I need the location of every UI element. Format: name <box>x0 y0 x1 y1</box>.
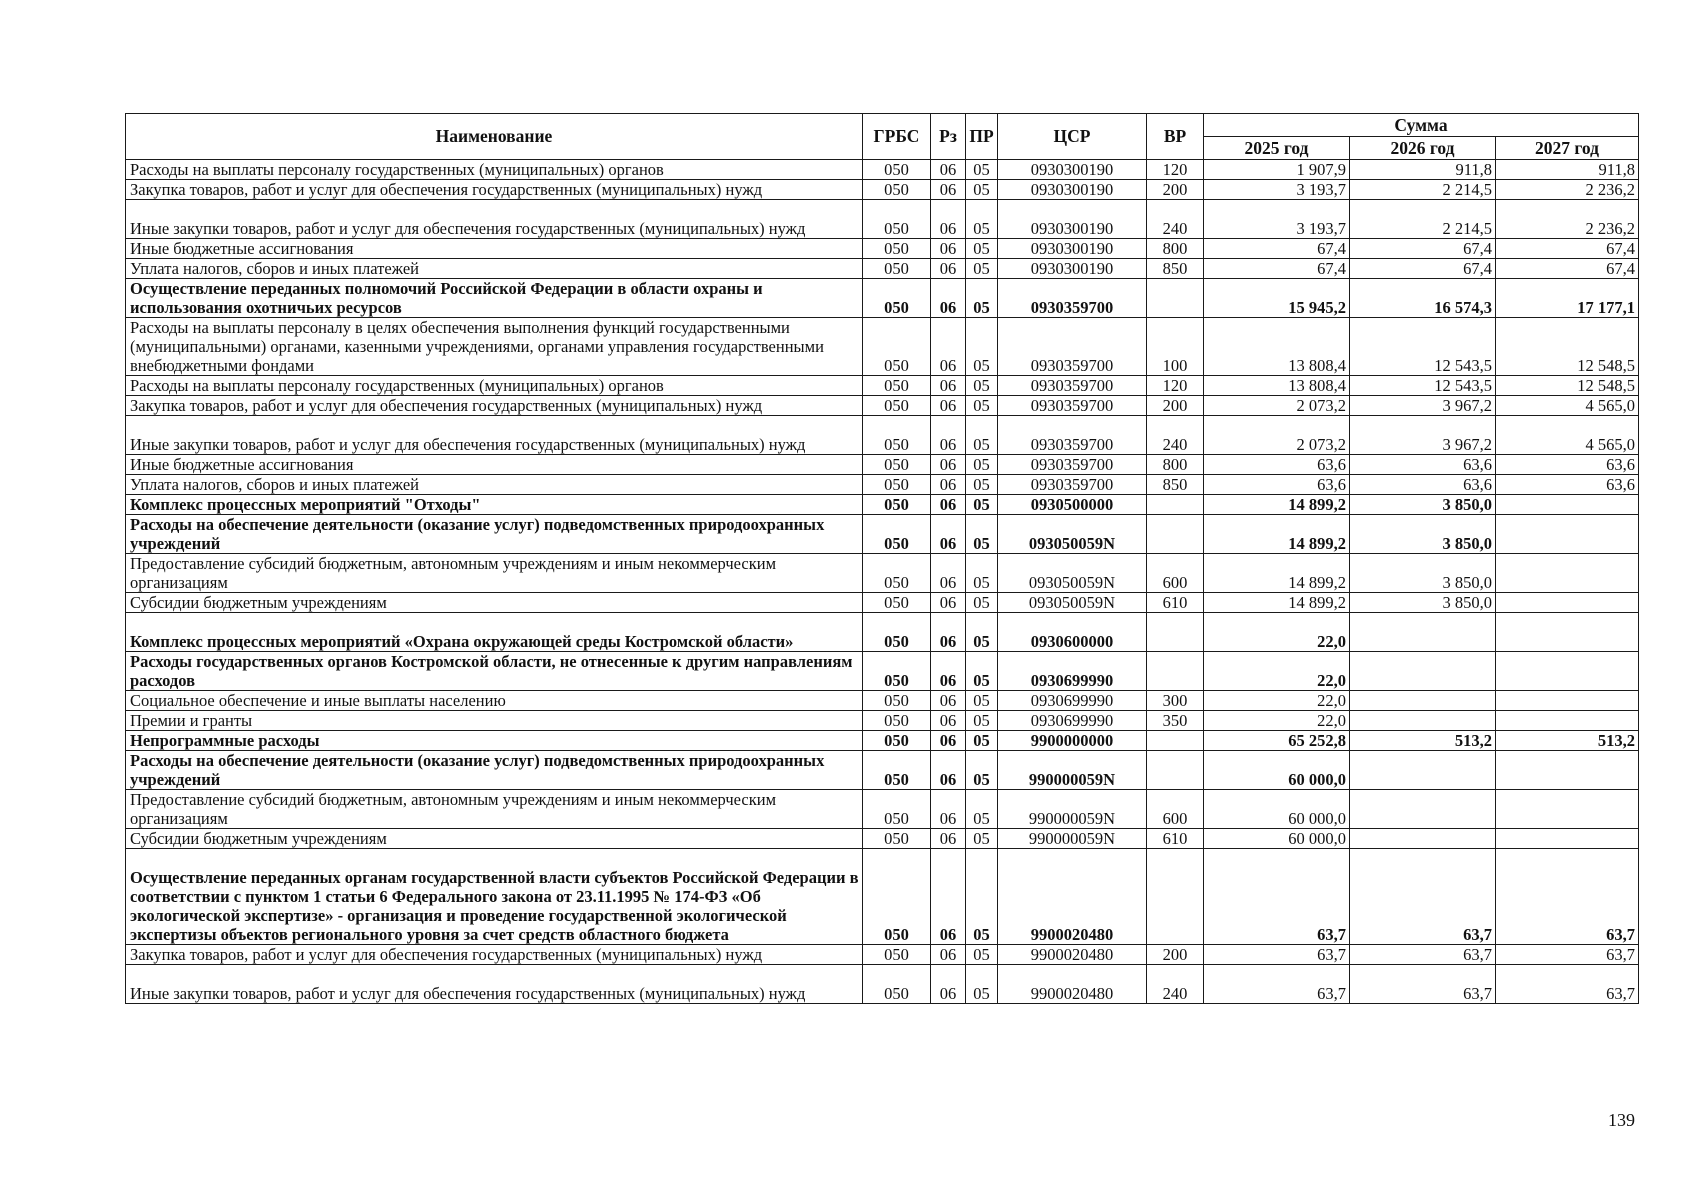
cell-name: Расходы на обеспечение деятельности (оказание услуг) подведомственных природоохранных учреждений <box>126 515 863 554</box>
cell-rz: 06 <box>931 475 966 495</box>
cell-pr: 05 <box>966 376 998 396</box>
cell-sum-2027: 63,6 <box>1496 455 1639 475</box>
cell-grbs: 050 <box>863 396 931 416</box>
cell-grbs: 050 <box>863 475 931 495</box>
cell-name: Уплата налогов, сборов и иных платежей <box>126 475 863 495</box>
cell-vr <box>1147 495 1204 515</box>
cell-grbs: 050 <box>863 554 931 593</box>
cell-name: Субсидии бюджетным учреждениям <box>126 829 863 849</box>
cell-csr: 0930300190 <box>998 239 1147 259</box>
cell-sum-2026: 3 967,2 <box>1350 396 1496 416</box>
cell-csr: 0930699990 <box>998 691 1147 711</box>
cell-sum-2027 <box>1496 691 1639 711</box>
cell-sum-2025: 67,4 <box>1204 239 1350 259</box>
cell-csr: 990000059N <box>998 751 1147 790</box>
cell-grbs: 050 <box>863 318 931 376</box>
cell-sum-2025: 1 907,9 <box>1204 160 1350 180</box>
cell-sum-2025: 63,7 <box>1204 945 1350 965</box>
cell-name: Премии и гранты <box>126 711 863 731</box>
cell-sum-2027: 12 548,5 <box>1496 376 1639 396</box>
cell-csr: 9900020480 <box>998 965 1147 1004</box>
table-row <box>126 376 1639 396</box>
cell-vr <box>1147 613 1204 652</box>
cell-sum-2026 <box>1350 790 1496 829</box>
cell-sum-2027 <box>1496 554 1639 593</box>
cell-sum-2026: 12 543,5 <box>1350 318 1496 376</box>
cell-sum-2027: 2 236,2 <box>1496 180 1639 200</box>
cell-csr: 9900020480 <box>998 945 1147 965</box>
header-rz: Рз <box>931 114 966 160</box>
cell-sum-2025: 2 073,2 <box>1204 396 1350 416</box>
cell-rz: 06 <box>931 945 966 965</box>
cell-sum-2025: 14 899,2 <box>1204 554 1350 593</box>
cell-name: Расходы государственных органов Костромской области, не отнесенные к другим направлениям расходов <box>126 652 863 691</box>
cell-vr <box>1147 731 1204 751</box>
cell-grbs: 050 <box>863 751 931 790</box>
cell-pr: 05 <box>966 691 998 711</box>
cell-pr: 05 <box>966 279 998 318</box>
cell-sum-2026: 3 967,2 <box>1350 416 1496 455</box>
cell-vr <box>1147 751 1204 790</box>
cell-pr: 05 <box>966 829 998 849</box>
cell-sum-2026: 63,7 <box>1350 849 1496 945</box>
table-row <box>126 790 1639 829</box>
table-row <box>126 711 1639 731</box>
table-row <box>126 945 1639 965</box>
cell-grbs: 050 <box>863 593 931 613</box>
table-row <box>126 475 1639 495</box>
cell-sum-2026: 3 850,0 <box>1350 593 1496 613</box>
cell-sum-2027: 12 548,5 <box>1496 318 1639 376</box>
cell-csr: 0930699990 <box>998 711 1147 731</box>
cell-sum-2027: 17 177,1 <box>1496 279 1639 318</box>
cell-sum-2025: 60 000,0 <box>1204 751 1350 790</box>
cell-sum-2025: 65 252,8 <box>1204 731 1350 751</box>
table-row <box>126 416 1639 455</box>
cell-rz: 06 <box>931 751 966 790</box>
cell-sum-2027 <box>1496 751 1639 790</box>
cell-sum-2027: 4 565,0 <box>1496 416 1639 455</box>
cell-name: Предоставление субсидий бюджетным, автономным учреждениям и иным некоммерческим организациям <box>126 554 863 593</box>
cell-pr: 05 <box>966 515 998 554</box>
cell-csr: 0930359700 <box>998 279 1147 318</box>
cell-pr: 05 <box>966 849 998 945</box>
cell-sum-2025: 60 000,0 <box>1204 829 1350 849</box>
cell-csr: 0930500000 <box>998 495 1147 515</box>
cell-rz: 06 <box>931 416 966 455</box>
cell-sum-2025: 22,0 <box>1204 691 1350 711</box>
cell-grbs: 050 <box>863 495 931 515</box>
cell-rz: 06 <box>931 691 966 711</box>
cell-csr: 0930600000 <box>998 613 1147 652</box>
cell-name: Осуществление переданных органам государственной власти субъектов Российской Федерации в соответствии с пунктом 1 статьи 6 Федерального закона от 23.11.1995 № 174-ФЗ «Об экологической экспертизе» - организация и проведение государственной экологической экспертизы объектов регионального уровня за счет средств областного бюджета <box>126 849 863 945</box>
cell-rz: 06 <box>931 829 966 849</box>
cell-sum-2025: 60 000,0 <box>1204 790 1350 829</box>
cell-rz: 06 <box>931 711 966 731</box>
table-row <box>126 200 1639 239</box>
cell-pr: 05 <box>966 554 998 593</box>
cell-pr: 05 <box>966 239 998 259</box>
cell-grbs: 050 <box>863 945 931 965</box>
header-year-2025: 2025 год <box>1204 137 1350 160</box>
cell-sum-2025: 15 945,2 <box>1204 279 1350 318</box>
cell-name: Комплекс процессных мероприятий "Отходы" <box>126 495 863 515</box>
cell-vr: 200 <box>1147 945 1204 965</box>
cell-sum-2027: 2 236,2 <box>1496 200 1639 239</box>
cell-grbs: 050 <box>863 239 931 259</box>
cell-rz: 06 <box>931 593 966 613</box>
cell-rz: 06 <box>931 495 966 515</box>
cell-sum-2025: 14 899,2 <box>1204 495 1350 515</box>
table-row <box>126 849 1639 945</box>
cell-vr <box>1147 279 1204 318</box>
cell-sum-2027: 63,6 <box>1496 475 1639 495</box>
cell-sum-2026: 63,7 <box>1350 945 1496 965</box>
cell-sum-2027 <box>1496 593 1639 613</box>
cell-pr: 05 <box>966 200 998 239</box>
cell-csr: 0930300190 <box>998 180 1147 200</box>
cell-vr <box>1147 652 1204 691</box>
cell-grbs: 050 <box>863 180 931 200</box>
cell-rz: 06 <box>931 200 966 239</box>
cell-vr: 100 <box>1147 318 1204 376</box>
cell-sum-2026: 67,4 <box>1350 259 1496 279</box>
cell-rz: 06 <box>931 554 966 593</box>
table-row <box>126 652 1639 691</box>
cell-vr: 240 <box>1147 965 1204 1004</box>
cell-sum-2026: 67,4 <box>1350 239 1496 259</box>
cell-grbs: 050 <box>863 613 931 652</box>
cell-name: Расходы на выплаты персоналу государственных (муниципальных) органов <box>126 160 863 180</box>
cell-grbs: 050 <box>863 259 931 279</box>
cell-sum-2026: 3 850,0 <box>1350 515 1496 554</box>
cell-csr: 9900000000 <box>998 731 1147 751</box>
cell-sum-2027 <box>1496 829 1639 849</box>
cell-grbs: 050 <box>863 455 931 475</box>
cell-csr: 990000059N <box>998 790 1147 829</box>
cell-pr: 05 <box>966 965 998 1004</box>
cell-sum-2027 <box>1496 613 1639 652</box>
cell-sum-2027 <box>1496 515 1639 554</box>
cell-sum-2025: 14 899,2 <box>1204 515 1350 554</box>
cell-rz: 06 <box>931 613 966 652</box>
cell-pr: 05 <box>966 711 998 731</box>
cell-csr: 0930300190 <box>998 259 1147 279</box>
cell-vr: 200 <box>1147 396 1204 416</box>
cell-name: Закупка товаров, работ и услуг для обеспечения государственных (муниципальных) нужд <box>126 396 863 416</box>
cell-sum-2026: 2 214,5 <box>1350 200 1496 239</box>
cell-sum-2025: 22,0 <box>1204 652 1350 691</box>
cell-rz: 06 <box>931 455 966 475</box>
cell-sum-2026 <box>1350 829 1496 849</box>
cell-sum-2025: 14 899,2 <box>1204 593 1350 613</box>
header-name: Наименование <box>126 114 863 160</box>
header-year-2026: 2026 год <box>1350 137 1496 160</box>
cell-pr: 05 <box>966 751 998 790</box>
cell-grbs: 050 <box>863 200 931 239</box>
cell-sum-2025: 3 193,7 <box>1204 180 1350 200</box>
cell-pr: 05 <box>966 475 998 495</box>
cell-csr: 0930300190 <box>998 200 1147 239</box>
table-row <box>126 396 1639 416</box>
cell-rz: 06 <box>931 731 966 751</box>
cell-pr: 05 <box>966 790 998 829</box>
cell-sum-2026: 2 214,5 <box>1350 180 1496 200</box>
cell-grbs: 050 <box>863 731 931 751</box>
cell-sum-2026: 911,8 <box>1350 160 1496 180</box>
cell-sum-2027: 67,4 <box>1496 239 1639 259</box>
cell-sum-2026: 16 574,3 <box>1350 279 1496 318</box>
table-row <box>126 180 1639 200</box>
cell-pr: 05 <box>966 416 998 455</box>
cell-sum-2025: 13 808,4 <box>1204 318 1350 376</box>
cell-name: Закупка товаров, работ и услуг для обеспечения государственных (муниципальных) нужд <box>126 945 863 965</box>
cell-name: Комплекс процессных мероприятий «Охрана окружающей среды Костромской области» <box>126 613 863 652</box>
cell-sum-2026 <box>1350 711 1496 731</box>
cell-rz: 06 <box>931 180 966 200</box>
cell-rz: 06 <box>931 652 966 691</box>
cell-csr: 0930359700 <box>998 475 1147 495</box>
cell-pr: 05 <box>966 318 998 376</box>
header-year-2027: 2027 год <box>1496 137 1639 160</box>
cell-sum-2027: 911,8 <box>1496 160 1639 180</box>
cell-sum-2026 <box>1350 652 1496 691</box>
cell-rz: 06 <box>931 396 966 416</box>
cell-rz: 06 <box>931 318 966 376</box>
cell-sum-2025: 13 808,4 <box>1204 376 1350 396</box>
cell-pr: 05 <box>966 945 998 965</box>
cell-name: Расходы на выплаты персоналу государственных (муниципальных) органов <box>126 376 863 396</box>
cell-rz: 06 <box>931 279 966 318</box>
table-row <box>126 613 1639 652</box>
header-csr: ЦСР <box>998 114 1147 160</box>
cell-sum-2025: 3 193,7 <box>1204 200 1350 239</box>
table-row <box>126 318 1639 376</box>
cell-rz: 06 <box>931 965 966 1004</box>
cell-sum-2026: 63,7 <box>1350 965 1496 1004</box>
cell-grbs: 050 <box>863 711 931 731</box>
cell-grbs: 050 <box>863 965 931 1004</box>
cell-pr: 05 <box>966 495 998 515</box>
cell-sum-2026 <box>1350 691 1496 711</box>
cell-name: Осуществление переданных полномочий Российской Федерации в области охраны и использования охотничьих ресурсов <box>126 279 863 318</box>
cell-name: Закупка товаров, работ и услуг для обеспечения государственных (муниципальных) нужд <box>126 180 863 200</box>
cell-csr: 0930359700 <box>998 455 1147 475</box>
cell-sum-2026 <box>1350 751 1496 790</box>
cell-name: Непрограммные расходы <box>126 731 863 751</box>
cell-grbs: 050 <box>863 652 931 691</box>
cell-vr <box>1147 849 1204 945</box>
header-vr: ВР <box>1147 114 1204 160</box>
cell-pr: 05 <box>966 731 998 751</box>
cell-vr <box>1147 515 1204 554</box>
cell-sum-2025: 63,7 <box>1204 965 1350 1004</box>
cell-sum-2025: 63,6 <box>1204 455 1350 475</box>
header-pr: ПР <box>966 114 998 160</box>
cell-sum-2026 <box>1350 613 1496 652</box>
cell-sum-2027: 63,7 <box>1496 965 1639 1004</box>
cell-sum-2027: 67,4 <box>1496 259 1639 279</box>
cell-vr: 600 <box>1147 790 1204 829</box>
cell-vr: 350 <box>1147 711 1204 731</box>
table-row <box>126 691 1639 711</box>
cell-csr: 0930359700 <box>998 376 1147 396</box>
cell-grbs: 050 <box>863 279 931 318</box>
cell-name: Иные закупки товаров, работ и услуг для обеспечения государственных (муниципальных) нужд <box>126 200 863 239</box>
cell-rz: 06 <box>931 160 966 180</box>
cell-rz: 06 <box>931 515 966 554</box>
cell-csr: 093050059N <box>998 593 1147 613</box>
cell-grbs: 050 <box>863 691 931 711</box>
cell-sum-2025: 63,7 <box>1204 849 1350 945</box>
cell-sum-2026: 513,2 <box>1350 731 1496 751</box>
cell-vr: 200 <box>1147 180 1204 200</box>
cell-sum-2027 <box>1496 652 1639 691</box>
cell-grbs: 050 <box>863 416 931 455</box>
cell-pr: 05 <box>966 160 998 180</box>
cell-vr: 300 <box>1147 691 1204 711</box>
cell-csr: 0930699990 <box>998 652 1147 691</box>
table-row <box>126 259 1639 279</box>
table-row <box>126 239 1639 259</box>
cell-rz: 06 <box>931 239 966 259</box>
cell-sum-2025: 67,4 <box>1204 259 1350 279</box>
cell-sum-2026: 63,6 <box>1350 455 1496 475</box>
table-body <box>126 160 1639 1004</box>
table-row <box>126 829 1639 849</box>
table-row <box>126 515 1639 554</box>
cell-rz: 06 <box>931 849 966 945</box>
cell-sum-2026: 12 543,5 <box>1350 376 1496 396</box>
cell-vr: 850 <box>1147 475 1204 495</box>
cell-sum-2027: 4 565,0 <box>1496 396 1639 416</box>
cell-sum-2025: 63,6 <box>1204 475 1350 495</box>
cell-grbs: 050 <box>863 376 931 396</box>
cell-sum-2027 <box>1496 790 1639 829</box>
header-grbs: ГРБС <box>863 114 931 160</box>
budget-table <box>125 113 1639 1004</box>
cell-name: Иные закупки товаров, работ и услуг для обеспечения государственных (муниципальных) нужд <box>126 416 863 455</box>
cell-pr: 05 <box>966 593 998 613</box>
cell-csr: 093050059N <box>998 554 1147 593</box>
cell-grbs: 050 <box>863 515 931 554</box>
cell-vr: 610 <box>1147 829 1204 849</box>
cell-grbs: 050 <box>863 849 931 945</box>
cell-csr: 0930359700 <box>998 318 1147 376</box>
cell-csr: 9900020480 <box>998 849 1147 945</box>
cell-sum-2026: 63,6 <box>1350 475 1496 495</box>
cell-csr: 093050059N <box>998 515 1147 554</box>
cell-vr: 120 <box>1147 160 1204 180</box>
cell-name: Предоставление субсидий бюджетным, автономным учреждениям и иным некоммерческим организациям <box>126 790 863 829</box>
table-row <box>126 554 1639 593</box>
cell-name: Расходы на обеспечение деятельности (оказание услуг) подведомственных природоохранных учреждений <box>126 751 863 790</box>
cell-vr: 240 <box>1147 200 1204 239</box>
cell-name: Социальное обеспечение и иные выплаты населению <box>126 691 863 711</box>
cell-sum-2027 <box>1496 711 1639 731</box>
cell-sum-2027: 513,2 <box>1496 731 1639 751</box>
cell-vr: 610 <box>1147 593 1204 613</box>
cell-rz: 06 <box>931 259 966 279</box>
cell-name: Иные закупки товаров, работ и услуг для обеспечения государственных (муниципальных) нужд <box>126 965 863 1004</box>
cell-grbs: 050 <box>863 829 931 849</box>
table-row <box>126 160 1639 180</box>
cell-pr: 05 <box>966 652 998 691</box>
cell-name: Иные бюджетные ассигнования <box>126 455 863 475</box>
table-row <box>126 731 1639 751</box>
cell-name: Уплата налогов, сборов и иных платежей <box>126 259 863 279</box>
cell-sum-2025: 22,0 <box>1204 711 1350 731</box>
cell-rz: 06 <box>931 790 966 829</box>
cell-grbs: 050 <box>863 160 931 180</box>
cell-sum-2026: 3 850,0 <box>1350 554 1496 593</box>
cell-csr: 0930359700 <box>998 416 1147 455</box>
header-sum: Сумма <box>1204 114 1639 137</box>
table-row <box>126 965 1639 1004</box>
cell-csr: 0930300190 <box>998 160 1147 180</box>
cell-pr: 05 <box>966 180 998 200</box>
cell-name: Субсидии бюджетным учреждениям <box>126 593 863 613</box>
cell-csr: 0930359700 <box>998 396 1147 416</box>
table-row <box>126 279 1639 318</box>
cell-sum-2026: 3 850,0 <box>1350 495 1496 515</box>
cell-name: Иные бюджетные ассигнования <box>126 239 863 259</box>
cell-grbs: 050 <box>863 790 931 829</box>
cell-csr: 990000059N <box>998 829 1147 849</box>
cell-rz: 06 <box>931 376 966 396</box>
cell-vr: 240 <box>1147 416 1204 455</box>
cell-sum-2027: 63,7 <box>1496 945 1639 965</box>
cell-pr: 05 <box>966 613 998 652</box>
cell-sum-2025: 2 073,2 <box>1204 416 1350 455</box>
cell-name: Расходы на выплаты персоналу в целях обеспечения выполнения функций государственными (муниципальными) органами, казенными учреждениями, органами управления государственными внебюджетными фондами <box>126 318 863 376</box>
cell-vr: 600 <box>1147 554 1204 593</box>
table-row <box>126 495 1639 515</box>
table-row <box>126 593 1639 613</box>
table-row <box>126 455 1639 475</box>
cell-vr: 800 <box>1147 455 1204 475</box>
cell-vr: 850 <box>1147 259 1204 279</box>
cell-sum-2025: 22,0 <box>1204 613 1350 652</box>
cell-pr: 05 <box>966 396 998 416</box>
page-number: 139 <box>1608 1110 1635 1130</box>
cell-sum-2027 <box>1496 495 1639 515</box>
cell-vr: 800 <box>1147 239 1204 259</box>
table-row <box>126 751 1639 790</box>
cell-pr: 05 <box>966 455 998 475</box>
cell-vr: 120 <box>1147 376 1204 396</box>
cell-sum-2027: 63,7 <box>1496 849 1639 945</box>
cell-pr: 05 <box>966 259 998 279</box>
